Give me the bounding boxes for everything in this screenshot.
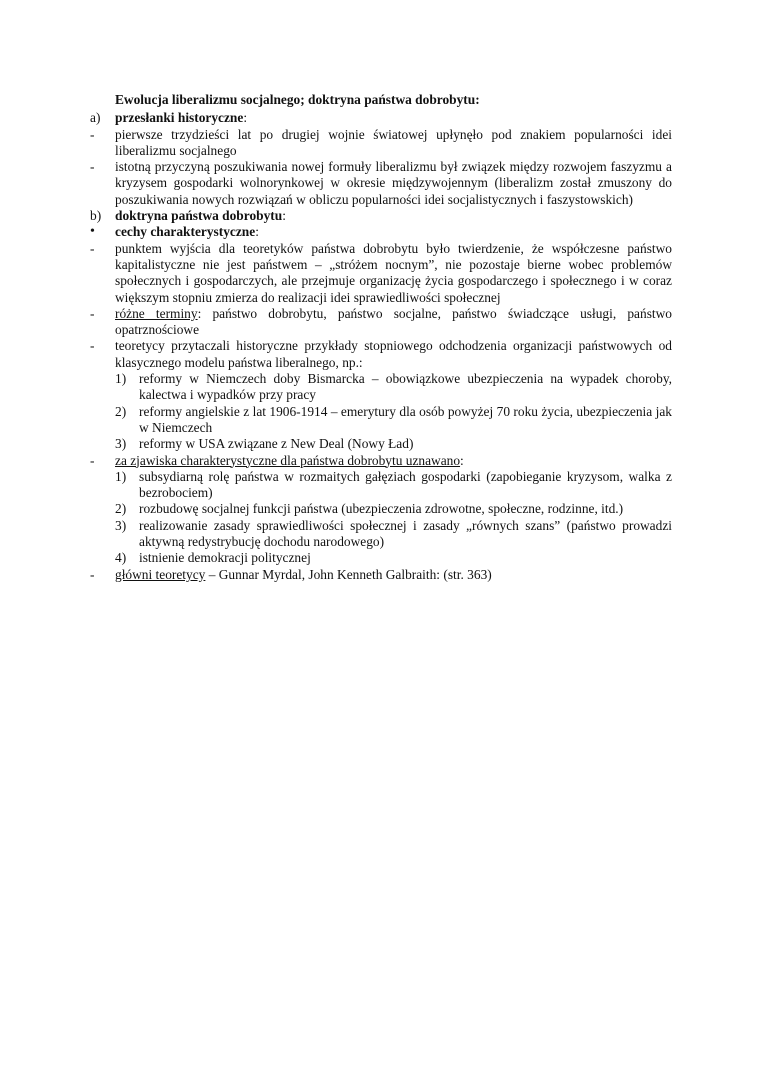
item-number: 1) [115,468,127,484]
list-item-text: pierwsze trzydzieści lat po drugiej wojnie światowej upłynęło pod znakiem popularności idei liberalizmu socjalnego [115,126,672,158]
numbered-item-text: reformy angielskie z lat 1906-1914 – emerytury dla osób powyżej 70 roku życia, ubezpieczenia jak w Niemczech [139,403,672,435]
document-body [90,92,672,583]
list-item [90,159,672,208]
list-item [90,241,672,306]
document-title: Ewolucja liberalizmu socjalnego; doktryna państwa dobrobytu: [115,92,480,107]
list-item-text: : [460,452,464,468]
dash-marker: - [90,305,95,321]
numbered-item-text: reformy w Niemczech doby Bismarcka – obowiązkowe ubezpieczenia na wypadek choroby, kalectwa i wypadków przy pracy [139,371,672,403]
item-number: 3) [115,436,127,452]
numbered-item [90,404,672,437]
dash-marker: - [90,126,95,142]
dash-marker: - [90,159,95,175]
section-b-heading [90,208,672,224]
list-item-text: – Gunnar Myrdal, John Kenneth Galbraith: (str. 363) [205,566,492,582]
list-item-text: teoretycy przytaczali historyczne przykłady stopniowego odchodzenia organizacji państwowych od klasycznego modelu państwa liberalnego, np.: [115,338,672,370]
numbered-item-text: realizowanie zasady sprawiedliwości społecznej i zasady „równych szans” (państwo prowadzi aktywną redystrybucję dochodu narodowego) [139,517,672,550]
dash-marker: - [90,452,95,468]
underlined-term: główni teoretycy [115,566,206,582]
underlined-term: różne terminy [115,305,198,321]
list-item [90,453,672,469]
numbered-item-text: rozbudowę socjalnej funkcji państwa (ubezpieczenia zdrowotne, społeczne, rodzinne, itd.) [139,501,624,517]
numbered-item-text: istnienie demokracji politycznej [139,550,311,566]
list-item [90,306,672,339]
bullet-dot-icon: • [90,224,95,240]
numbered-item-text: reformy w USA związane z New Deal (Nowy Ład) [139,436,414,452]
section-b-colon: : [282,208,286,224]
list-item-text: punktem wyjścia dla teoretyków państwa dobrobytu było twierdzenie, że współczesne państwo kapitalistyczne nie jest państwem – „stróżem nocnym”, nie pozostaje bierne wobec problemów społecznych i gospodarczych, ale przejmuje organizację życia gospodarczego i społecznego i w coraz większym stopniu zmierza do realizacji idei sprawiedliwości społecznej [115,240,672,305]
section-a-colon: : [243,110,248,126]
item-number: 4) [115,550,127,566]
numbered-item [90,436,672,452]
dash-marker: - [90,240,95,256]
numbered-item-text: subsydiarną rolę państwa w rozmaitych gałęziach gospodarki (zapobieganie kryzysom, walka z bezrobociem) [139,468,672,501]
item-number: 2) [115,501,127,517]
section-a-marker: a) [90,110,101,126]
bullet-heading-title: cechy charakterystyczne [115,224,256,240]
section-b-marker: b) [90,208,102,224]
dash-marker: - [90,338,95,354]
numbered-item [90,469,672,502]
item-number: 3) [115,517,127,533]
dash-marker: - [90,566,95,582]
bullet-heading [90,224,672,240]
item-number: 2) [115,403,127,419]
numbered-item [90,371,672,404]
numbered-item [90,518,672,551]
list-item [90,127,672,160]
list-item [90,338,672,371]
section-b-title: doktryna państwa dobrobytu [115,208,283,224]
bullet-heading-colon: : [255,224,259,240]
list-item-text: : państwo dobrobytu, państwo socjalne, państwo świadczące usługi, państwo opatrznościowe [115,305,672,338]
numbered-item [90,550,672,566]
item-number: 1) [115,371,127,387]
underlined-term: za zjawiska charakterystyczne dla państwa dobrobytu uznawano [115,452,461,468]
numbered-item [90,501,672,517]
section-a-heading [90,110,672,126]
list-item [90,567,672,583]
list-item-text: istotną przyczyną poszukiwania nowej formuły liberalizmu był związek między rozwojem faszyzmu a kryzysem gospodarki wolnorynkowej w okresie międzywojennym (liberalizm został zmuszony do poszukiwania nowych rozwiązań w obliczu popularności idei socjalistycznych i faszystowskich) [115,159,672,207]
section-a-title: przesłanki historyczne [115,110,244,126]
